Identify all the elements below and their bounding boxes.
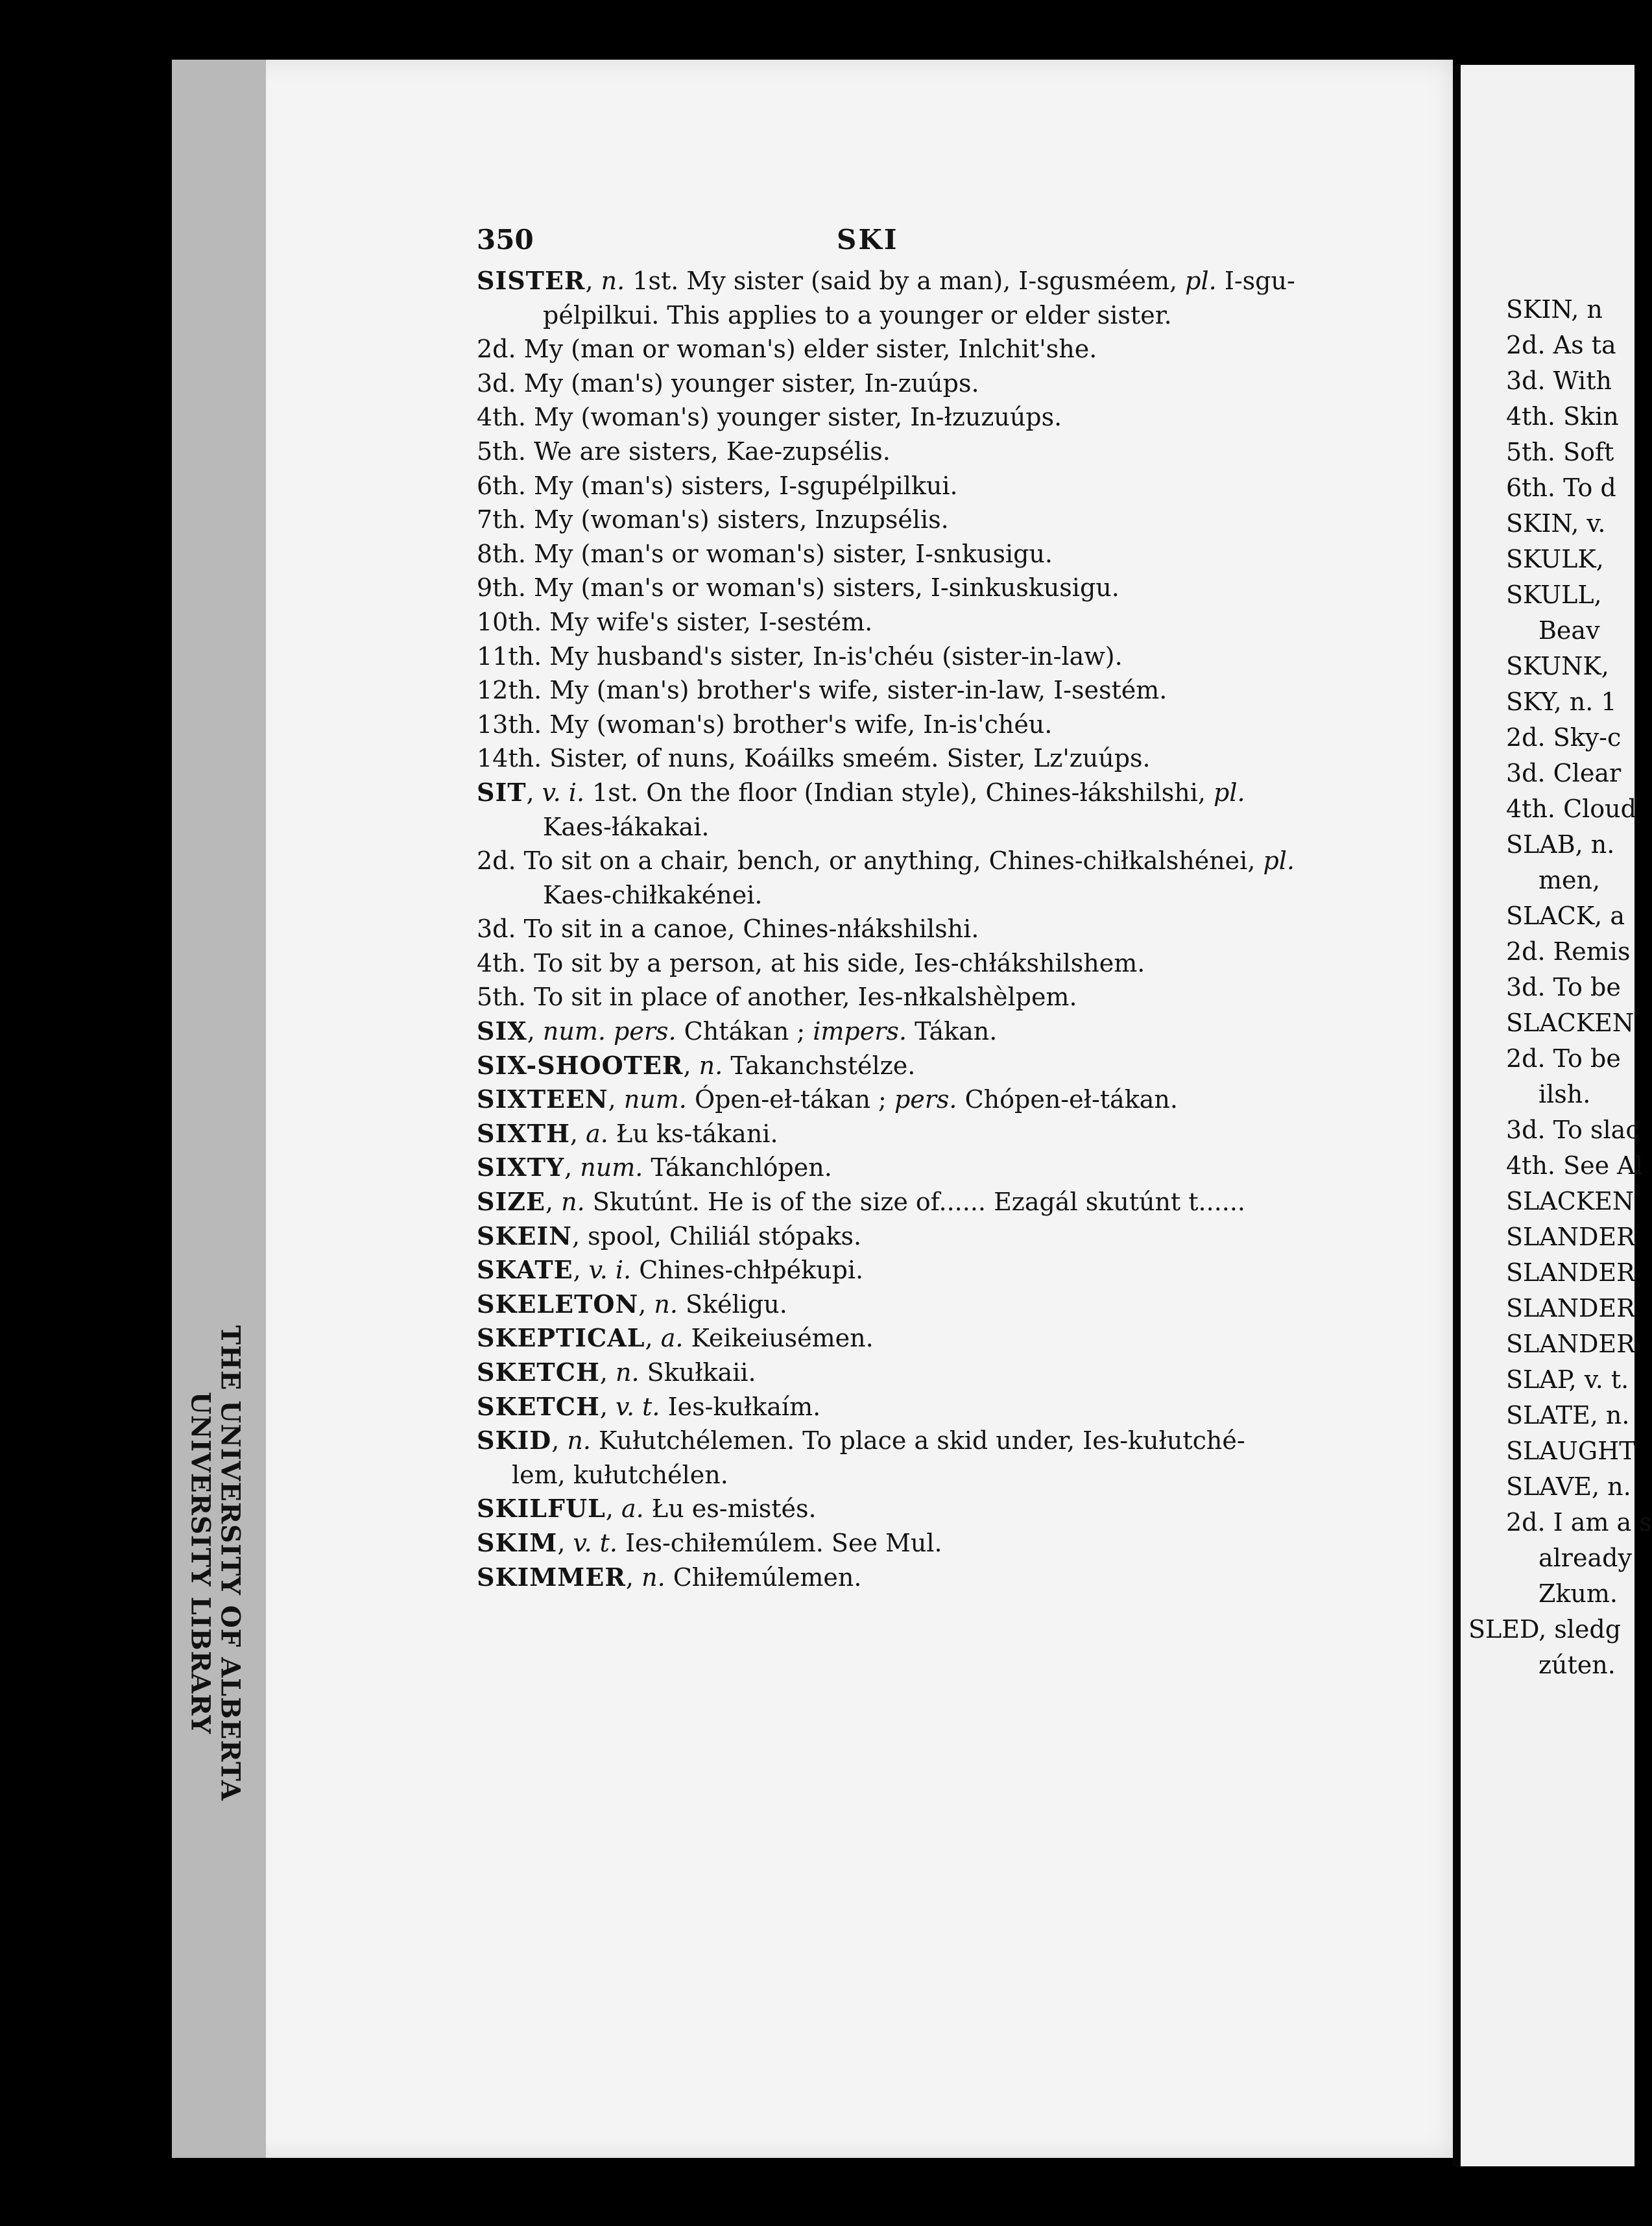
- entry-line: [477, 708, 1424, 742]
- entry-text: ,: [625, 1562, 642, 1592]
- next-page-line: 3d. With: [1506, 366, 1612, 395]
- entry-text: 14th. Sister, of nuns, Koáilks smeém. Sister, Lz'zuúps.: [477, 744, 1151, 773]
- entry-text: 10th. My wife's sister, I-sestém.: [477, 607, 873, 636]
- part-of-speech: pl.: [1263, 846, 1295, 876]
- next-page-line: SLANDER: [1506, 1223, 1635, 1251]
- entry-text: ,: [599, 1358, 616, 1387]
- entry-text: ,: [608, 1085, 624, 1114]
- entry-line: [477, 332, 1424, 366]
- next-page-line: 6th. To d: [1506, 473, 1616, 502]
- part-of-speech: a.: [621, 1494, 644, 1524]
- part-of-speech: v. t.: [616, 1392, 660, 1421]
- next-page-line: SLANDER: [1506, 1258, 1635, 1287]
- entry-line: [477, 366, 1424, 401]
- entry-text: Chópen-eł-tákan.: [957, 1085, 1178, 1114]
- entry-line: [477, 1321, 1424, 1356]
- part-of-speech: v. i.: [542, 778, 585, 807]
- next-page-line: SKULK,: [1506, 545, 1604, 573]
- dictionary-text: [477, 224, 1424, 1594]
- stamp-line-1: UNIVERSITY LIBRARY: [185, 1391, 216, 1735]
- entry-line: [477, 741, 1424, 776]
- headword: SISTER: [477, 266, 586, 295]
- part-of-speech: n.: [601, 267, 625, 295]
- next-page-line: 2d. To be: [1506, 1044, 1621, 1073]
- headword: SIX-SHOOTER: [477, 1050, 684, 1080]
- page-number: 350: [477, 224, 534, 256]
- next-page-line: 5th. Soft: [1506, 438, 1614, 466]
- entry-line: [477, 1253, 1424, 1287]
- next-page-line: already: [1538, 1544, 1632, 1572]
- entry-line: [477, 469, 1424, 503]
- entry-text: Ies-chiłemúlem. See Mul.: [617, 1528, 942, 1557]
- entry-text: ,: [599, 1392, 616, 1421]
- part-of-speech: n.: [699, 1051, 723, 1080]
- entry-text: Tákan.: [907, 1017, 998, 1046]
- entry-text: Kułutchélemen. To place a skid under, Ies-kułutché-: [590, 1426, 1245, 1455]
- next-page-line: 4th. See Al: [1506, 1151, 1643, 1180]
- entry-line: [477, 912, 1424, 946]
- entry-text: ,: [569, 1119, 586, 1148]
- entry-line: [477, 844, 1424, 878]
- entry-line: [477, 1492, 1424, 1526]
- entry-text: ,: [683, 1051, 699, 1080]
- entry-text: ,: [585, 267, 601, 295]
- entry-line: [477, 640, 1424, 674]
- entry-text: Takanchstélze.: [723, 1051, 916, 1080]
- entry-line: [477, 878, 1424, 913]
- next-page-line: SKULL,: [1506, 580, 1602, 609]
- entry-text: ,: [605, 1494, 621, 1524]
- entry-line: [477, 1083, 1424, 1117]
- entry-text: Ies-kułkaím.: [660, 1392, 821, 1421]
- page-gutter: [172, 60, 266, 2158]
- entry-text: ,: [557, 1528, 573, 1557]
- next-page-line: SLAB, n.: [1506, 830, 1615, 859]
- entry-text: 12th. My (man's) brother's wife, sister-in-law, I-sestém.: [477, 676, 1167, 705]
- entry-text: Skéligu.: [677, 1289, 787, 1319]
- next-page-line: SKUNK,: [1506, 652, 1609, 680]
- entry-text: 11th. My husband's sister, In-is'chéu (sister-in-law).: [477, 641, 1123, 671]
- next-page-line: 4th. Cloud: [1506, 795, 1636, 823]
- entry-line: [477, 264, 1424, 298]
- entry-line: [477, 1424, 1424, 1458]
- next-page-line: 3d. Clear: [1506, 759, 1622, 787]
- part-of-speech: pl.: [1214, 778, 1245, 807]
- next-page-line: 2d. I am a s: [1506, 1508, 1652, 1537]
- entry-line: [477, 435, 1424, 469]
- entry-line: [477, 1390, 1424, 1424]
- headword: SIXTEEN: [477, 1084, 608, 1114]
- part-of-speech: n.: [654, 1289, 678, 1319]
- entry-line: [477, 1356, 1424, 1390]
- entry-text: 4th. My (woman's) younger sister, In-łzuzuúps.: [477, 403, 1062, 432]
- entry-line: [477, 1561, 1424, 1595]
- entry-line: [477, 400, 1424, 435]
- entry-line: [477, 673, 1424, 708]
- part-of-speech: n.: [641, 1562, 665, 1592]
- headword: SKETCH: [477, 1391, 600, 1421]
- entry-line: [477, 1185, 1424, 1219]
- entry-text: , spool, Chiliál stópaks.: [571, 1221, 862, 1251]
- entry-line: [477, 298, 1424, 333]
- entry-line: [477, 1151, 1424, 1185]
- entry-text: Skułkaii.: [639, 1358, 756, 1387]
- entry-line: [477, 605, 1424, 640]
- entry-text: I-sgu-: [1216, 267, 1295, 295]
- next-page-line: SLANDER: [1506, 1330, 1635, 1358]
- part-of-speech: num. pers.: [542, 1017, 676, 1046]
- entry-line: [477, 503, 1424, 537]
- next-page-line: 3d. To slac: [1506, 1116, 1640, 1144]
- next-page-line: SLACKEN: [1506, 1187, 1634, 1215]
- part-of-speech: num.: [580, 1153, 643, 1182]
- entry-text: ,: [564, 1153, 581, 1182]
- entry-text: ,: [526, 778, 542, 807]
- entry-text: 9th. My (man's or woman's) sisters, I-sinkuskusigu.: [477, 573, 1119, 603]
- next-page-line: SLANDER: [1506, 1294, 1635, 1322]
- entry-text: Chiłemúlemen.: [665, 1562, 862, 1592]
- entry-line: [477, 537, 1424, 571]
- next-page-line: zúten.: [1538, 1651, 1616, 1679]
- part-of-speech: n.: [616, 1358, 640, 1387]
- entry-text: ,: [545, 1188, 562, 1217]
- next-page-line: 2d. Remis: [1506, 937, 1631, 966]
- entry-text: 4th. To sit by a person, at his side, Ies-chłákshilshem.: [477, 948, 1145, 977]
- entry-text: Ópen-eł-tákan ;: [686, 1085, 894, 1114]
- headword: SIXTH: [477, 1118, 570, 1148]
- next-page-line: SLACKEN: [1506, 1009, 1634, 1037]
- entry-text: Chines-chłpékupi.: [631, 1256, 864, 1285]
- part-of-speech: impers.: [813, 1017, 907, 1046]
- entry-text: 3d. My (man's) younger sister, In-zuúps.: [477, 368, 979, 398]
- entry-text: ,: [551, 1426, 568, 1455]
- next-page-line: SLACK, a: [1506, 902, 1625, 930]
- entry-text: Kaes-łákakai.: [543, 812, 710, 841]
- headword: SKIMMER: [477, 1562, 626, 1592]
- part-of-speech: n.: [567, 1426, 591, 1455]
- headword: SIXTY: [477, 1153, 565, 1182]
- part-of-speech: a.: [660, 1324, 684, 1353]
- next-page-line: SKIN, v.: [1506, 509, 1606, 538]
- entry-line: [477, 1458, 1424, 1492]
- headword: SKETCH: [477, 1358, 600, 1387]
- entry-text: lem, kułutchélen.: [512, 1460, 728, 1489]
- running-head: SKI: [837, 224, 899, 256]
- entry-text: 13th. My (woman's) brother's wife, In-is'chéu.: [477, 710, 1053, 739]
- entry-text: Skutúnt. He is of the size of...... Ezagál skutúnt t......: [584, 1188, 1246, 1217]
- entry-line: [477, 1287, 1424, 1322]
- entry-text: ,: [527, 1017, 543, 1046]
- part-of-speech: pers.: [894, 1085, 957, 1114]
- headword: SIX: [477, 1016, 527, 1046]
- entry-line: [477, 946, 1424, 981]
- entry-text: 2d. To sit on a chair, bench, or anything, Chines-chiłkalshénei,: [477, 846, 1263, 876]
- part-of-speech: num.: [623, 1085, 687, 1114]
- headword: SKEIN: [477, 1221, 572, 1251]
- part-of-speech: a.: [586, 1119, 608, 1148]
- entry-text: Łu ks-tákani.: [608, 1119, 778, 1148]
- headword: SKIM: [477, 1527, 558, 1557]
- next-page-line: Beav: [1538, 616, 1600, 645]
- entry-line: [477, 980, 1424, 1014]
- entry-text: pélpilkui. This applies to a younger or elder sister.: [543, 300, 1172, 329]
- next-page-line: SLAVE, n.: [1506, 1472, 1631, 1501]
- next-page-edge: [1453, 65, 1652, 2166]
- next-page-line: SKY, n. 1: [1506, 688, 1617, 716]
- entry-text: 5th. To sit in place of another, Ies-nłkalshèlpem.: [477, 983, 1077, 1012]
- entry-line: [477, 571, 1424, 605]
- part-of-speech: v. i.: [588, 1256, 632, 1285]
- next-page-line: 3d. To be: [1506, 973, 1621, 1001]
- entry-text: 1st. On the floor (Indian style), Chines-łákshilshi,: [584, 778, 1214, 807]
- part-of-speech: v. t.: [573, 1528, 617, 1557]
- headword: SKID: [477, 1426, 552, 1455]
- next-page-line: SKIN, n: [1506, 295, 1603, 324]
- next-page-line: ilsh.: [1538, 1080, 1591, 1108]
- entry-text: 1st. My sister (said by a man), I-sgusméem,: [625, 267, 1186, 295]
- next-page-line: men,: [1538, 866, 1601, 894]
- headword: SIZE: [477, 1187, 545, 1217]
- entry-text: ,: [645, 1324, 661, 1353]
- entry-line: [477, 1049, 1424, 1083]
- entry-text: Łu es-mistés.: [643, 1494, 817, 1524]
- page-header: [477, 224, 1424, 264]
- next-page-line: 2d. Sky-c: [1506, 723, 1622, 752]
- headword: SKELETON: [477, 1289, 639, 1319]
- entry-line: [477, 1526, 1424, 1561]
- next-page-line: 4th. Skin: [1506, 402, 1619, 431]
- headword: SKEPTICAL: [477, 1323, 645, 1353]
- entry-text: Tákanchlópen.: [643, 1153, 832, 1182]
- library-stamp: [185, 1325, 246, 1801]
- next-page-line: 2d. As ta: [1506, 331, 1616, 359]
- next-page-line: SLED, sledg: [1468, 1615, 1622, 1644]
- entry-line: [477, 1014, 1424, 1049]
- entry-text: 2d. My (man or woman's) elder sister, Inlchit'she.: [477, 335, 1097, 364]
- entry-text: 6th. My (man's) sisters, I-sgupélpilkui.: [477, 471, 958, 500]
- entry-text: 5th. We are sisters, Kae-zupsélis.: [477, 437, 891, 466]
- entry-text: Kaes-chiłkakénei.: [543, 880, 763, 909]
- stamp-line-2: THE UNIVERSITY OF ALBERTA: [215, 1325, 246, 1801]
- entry-text: 8th. My (man's or woman's) sister, I-snkusigu.: [477, 539, 1053, 568]
- part-of-speech: pl.: [1185, 267, 1217, 295]
- entry-line: [477, 810, 1424, 844]
- part-of-speech: n.: [561, 1188, 585, 1217]
- next-page-line: SLAP, v. t.: [1506, 1365, 1629, 1394]
- entry-line: [477, 1117, 1424, 1151]
- next-page-line: SLATE, n.: [1506, 1401, 1630, 1430]
- entry-text: 3d. To sit in a canoe, Chines-nłákshilshi.: [477, 915, 979, 944]
- entry-line: [477, 1219, 1424, 1254]
- entry-list: [477, 264, 1424, 1594]
- entry-line: [477, 776, 1424, 810]
- entry-text: 7th. My (woman's) sisters, Inzupsélis.: [477, 505, 949, 534]
- next-page-line: Zkum.: [1538, 1579, 1618, 1608]
- headword: SKATE: [477, 1255, 573, 1285]
- entry-text: Keikeiusémen.: [683, 1324, 874, 1353]
- entry-text: Chtákan ;: [676, 1017, 813, 1046]
- entry-text: ,: [573, 1256, 589, 1285]
- entry-text: ,: [638, 1289, 654, 1319]
- headword: SIT: [477, 777, 527, 807]
- next-page-line: SLAUGHT: [1506, 1437, 1636, 1465]
- headword: SKILFUL: [477, 1494, 606, 1524]
